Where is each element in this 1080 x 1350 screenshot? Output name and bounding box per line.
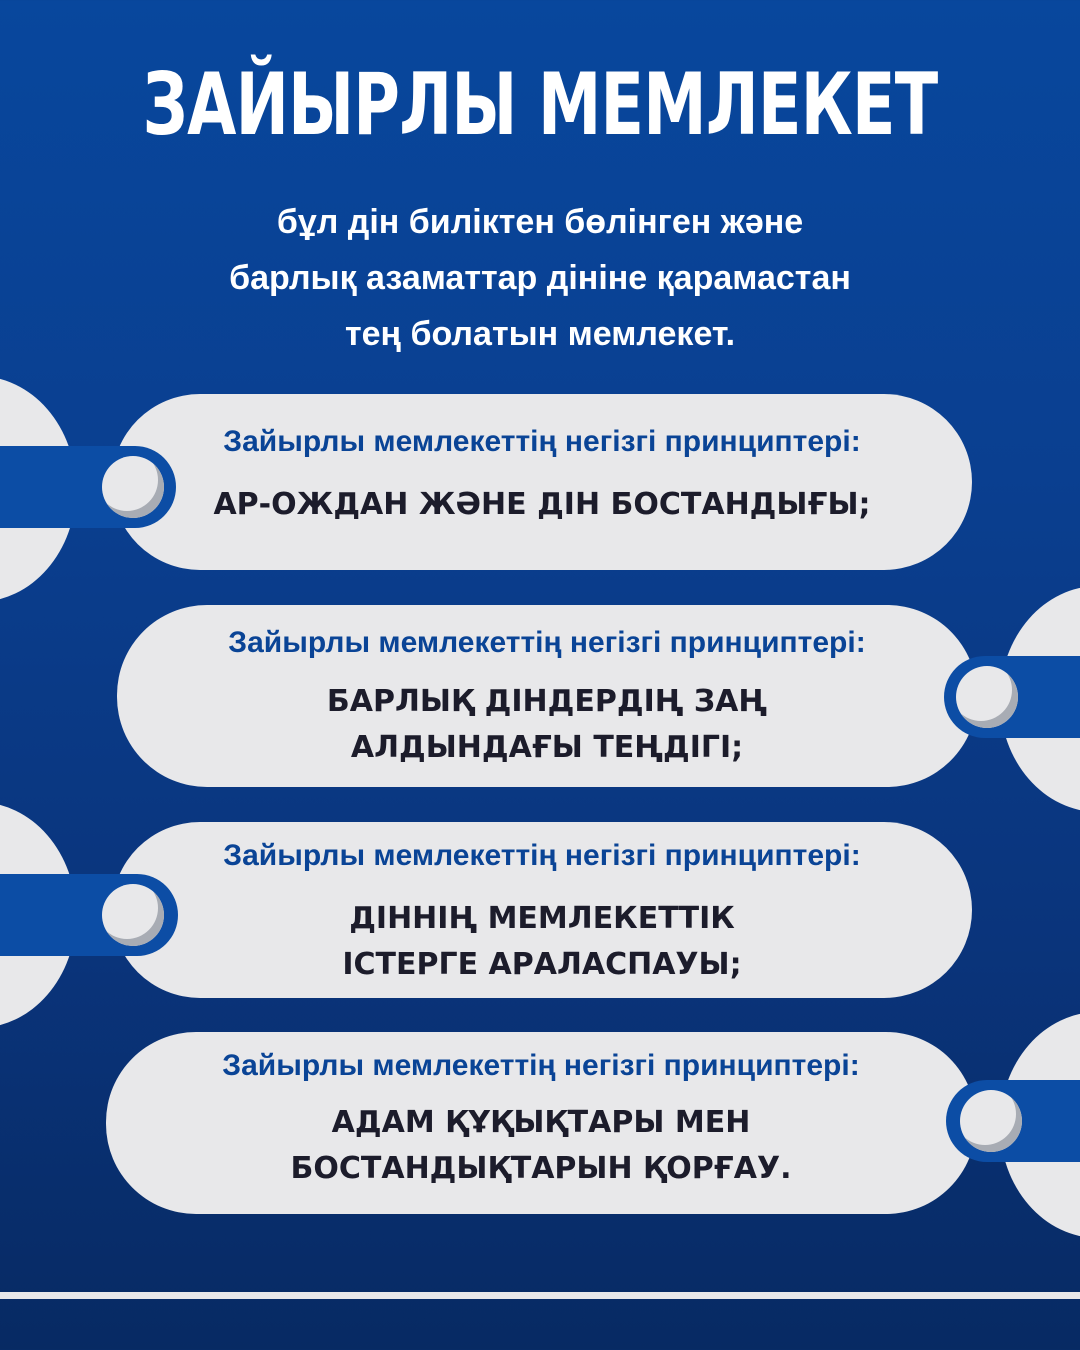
bottom-divider [0, 1292, 1080, 1299]
subtitle-line: бұл дін биліктен бөлінген және [276, 203, 804, 241]
subtitle [0, 194, 1080, 362]
principle-text: БОСТАНДЫҚТАРЫН ҚОРҒАУ. [290, 1151, 792, 1186]
principle-text: АДАМ ҚҰҚЫҚТАРЫ МЕН [331, 1105, 751, 1140]
circle-knob-icon [102, 884, 164, 946]
circle-knob-icon [956, 666, 1018, 728]
circle-knob-icon [102, 456, 164, 518]
principle-text: АЛДЫНДАҒЫ ТЕҢДІГІ; [350, 730, 744, 765]
principle-card [112, 394, 972, 570]
principle-heading: Зайырлы мемлекеттің негізгі принциптері: [222, 1049, 860, 1082]
principle-card [106, 1032, 976, 1214]
principle-text: АР-ОЖДАН ЖӘНЕ ДІН БОСТАНДЫҒЫ; [213, 487, 871, 522]
subtitle-line: барлық азаматтар дініне қарамастан [229, 259, 851, 297]
subtitle-line: тең болатын мемлекет. [344, 315, 736, 353]
connector-tab [0, 446, 176, 528]
principle-heading: Зайырлы мемлекеттің негізгі принциптері: [228, 626, 866, 659]
connector-tab [0, 874, 178, 956]
principle-text: БАРЛЫҚ ДІНДЕРДІҢ ЗАҢ [326, 684, 768, 719]
principle-text: ІСТЕРГЕ АРАЛАСПАУЫ; [342, 947, 742, 982]
circle-knob-icon [960, 1090, 1022, 1152]
principle-text: ДІННІҢ МЕМЛЕКЕТТІК [349, 901, 735, 936]
principle-card [117, 605, 977, 787]
connector-tab [944, 656, 1080, 738]
page-title: ЗАЙЫРЛЫ МЕМЛЕКЕТ [142, 55, 938, 155]
principle-heading: Зайырлы мемлекеттің негізгі принциптері: [223, 425, 861, 458]
connector-tab [946, 1080, 1080, 1162]
principle-card [112, 822, 972, 998]
principle-heading: Зайырлы мемлекеттің негізгі принциптері: [223, 839, 861, 872]
